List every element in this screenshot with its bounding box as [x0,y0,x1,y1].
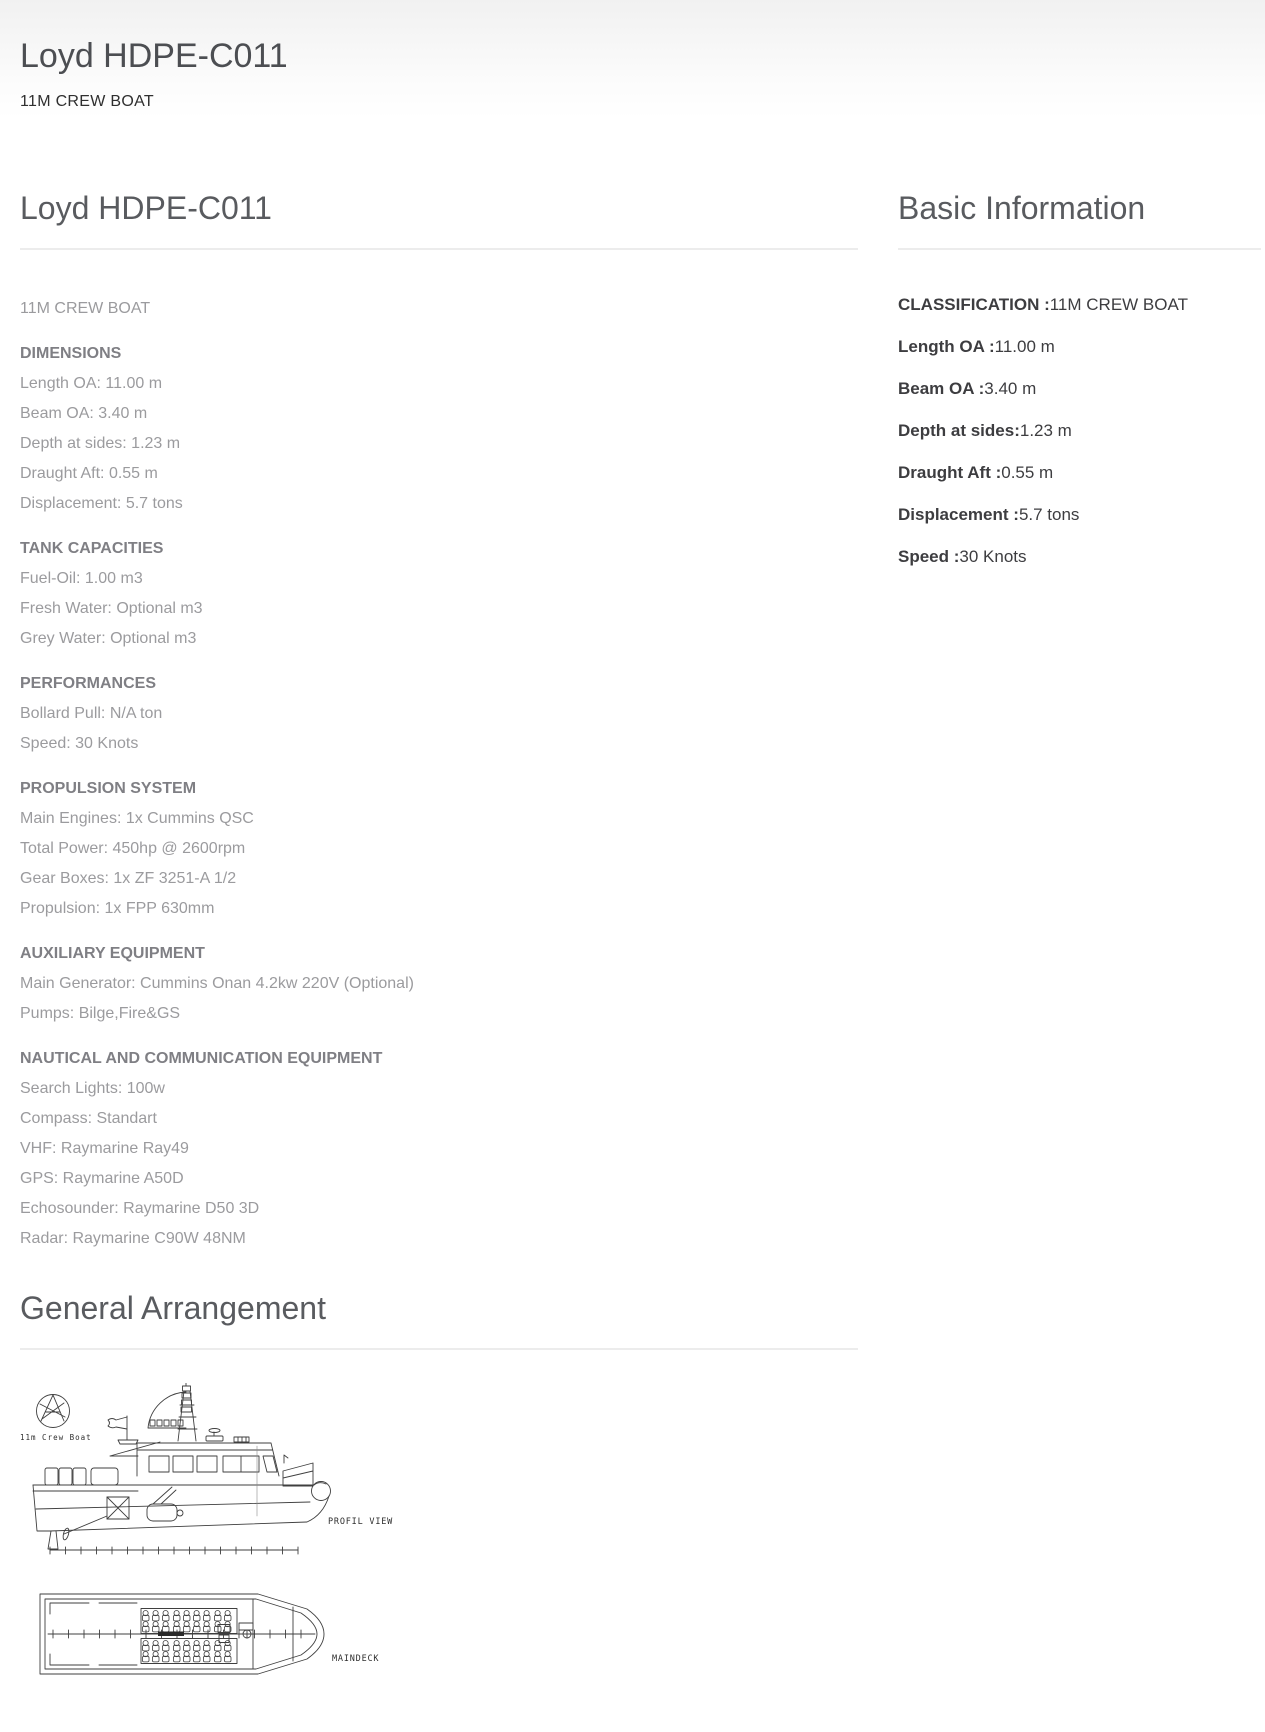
spec-section-dimensions [20,339,858,519]
basic-info-column [898,130,1261,588]
drawing-logo-caption: 11m Crew Boat [20,1433,92,1442]
boat-logo-icon [37,1395,70,1428]
spec-heading: TANK CAPACITIES [20,540,164,557]
info-item [898,294,1261,316]
spec-heading: PROPULSION SYSTEM [20,780,197,797]
info-value: 0.55 m [1001,463,1054,482]
spec-line: Fresh Water: Optional m3 [20,600,203,617]
spec-line: Displacement: 5.7 tons [20,495,183,512]
spec-heading: DIMENSIONS [20,345,122,362]
maindeck-label: MAINDECK [332,1654,380,1664]
info-value: 3.40 m [984,379,1037,398]
info-label: Displacement : [898,505,1019,524]
spec-line: GPS: Raymarine A50D [20,1170,184,1187]
spec-heading: PERFORMANCES [20,675,157,692]
info-label: CLASSIFICATION : [898,295,1050,314]
info-item [898,420,1261,442]
spec-line: Fuel-Oil: 1.00 m3 [20,570,143,587]
spec-heading: AUXILIARY EQUIPMENT [20,945,205,962]
page-header [0,0,1265,130]
spec-line: Gear Boxes: 1x ZF 3251-A 1/2 [20,870,237,887]
page-subtitle: 11M CREW BOAT [20,93,154,110]
basic-info-title: Basic Information [898,190,1146,226]
info-label: Depth at sides: [898,421,1020,440]
spec-section-auxiliary [20,939,858,1029]
info-label: Length OA : [898,337,995,356]
general-arrangement-section [0,1288,1265,1683]
spec-line: Propulsion: 1x FPP 630mm [20,900,215,917]
classification-text: 11M CREW BOAT [20,300,151,317]
spec-line: Main Generator: Cummins Onan 4.2kw 220V (Optional) [20,975,414,992]
divider [20,248,858,250]
info-label: Draught Aft : [898,463,1002,482]
spec-line: Beam OA: 3.40 m [20,405,148,422]
info-value: 5.7 tons [1018,505,1080,524]
info-value: 1.23 m [1019,421,1072,440]
spec-heading: NAUTICAL AND COMMUNICATION EQUIPMENT [20,1050,383,1067]
spec-line: VHF: Raymarine Ray49 [20,1140,189,1157]
product-column [20,130,858,1254]
spec-section-performances [20,669,858,759]
divider [898,248,1261,250]
spec-line: Draught Aft: 0.55 m [20,465,158,482]
spec-line: Main Engines: 1x Cummins QSC [20,810,254,827]
divider [20,1348,858,1350]
info-value: 11.00 m [994,337,1055,356]
spec-section-tank-capacities [20,534,858,654]
info-item [898,546,1261,568]
info-item [898,504,1261,526]
product-title: Loyd HDPE-C011 [20,190,272,226]
spec-line: Length OA: 11.00 m [20,375,163,392]
spec-line: Depth at sides: 1.23 m [20,435,181,452]
profile-view-label: PROFIL VIEW [328,1517,394,1527]
info-value: 30 Knots [959,547,1027,566]
spec-line: Total Power: 450hp @ 2600rpm [20,840,246,857]
spec-line: Compass: Standart [20,1110,157,1127]
spec-section-nautical [20,1044,858,1254]
info-label: Beam OA : [898,379,985,398]
info-value: 11M CREW BOAT [1049,295,1188,314]
general-arrangement-title: General Arrangement [20,1290,326,1326]
info-item [898,336,1261,358]
spec-line: Grey Water: Optional m3 [20,630,197,647]
info-item [898,378,1261,400]
spec-line: Search Lights: 100w [20,1080,165,1097]
spec-section-propulsion [20,774,858,924]
profile-view-drawing [20,1383,395,1563]
general-arrangement-drawings [20,1383,1245,1683]
spec-line: Pumps: Bilge,Fire&GS [20,1005,181,1022]
basic-info-list [898,294,1261,568]
info-label: Speed : [898,547,960,566]
spec-line: Bollard Pull: N/A ton [20,705,163,722]
spec-line: Speed: 30 Knots [20,735,139,752]
maindeck-drawing [20,1588,395,1683]
main-content [0,130,1265,1254]
spec-line: Echosounder: Raymarine D50 3D [20,1200,260,1217]
page-title: Loyd HDPE-C011 [20,37,288,75]
spec-line: Radar: Raymarine C90W 48NM [20,1230,246,1247]
info-item [898,462,1261,484]
